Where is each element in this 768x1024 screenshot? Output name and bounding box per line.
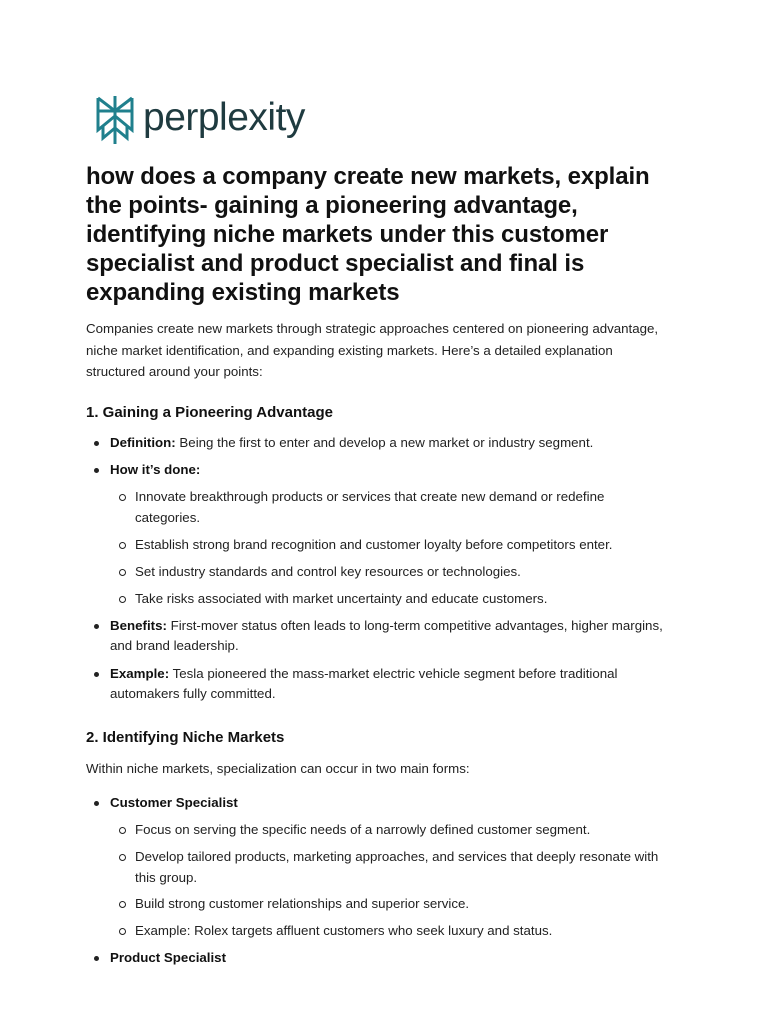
- list-item-benefits: [110, 616, 670, 656]
- example-text: Tesla pioneered the mass-market electric vehicle segment before traditional automakers fully committed.: [110, 666, 618, 701]
- list-item-how: [110, 460, 670, 480]
- list-item-product-specialist: [110, 948, 670, 968]
- section-2-intro: Within niche markets, specialization can occur in two main forms:: [86, 761, 470, 776]
- benefits-label: Benefits:: [110, 618, 167, 633]
- section-1-heading: 1. Gaining a Pioneering Advantage: [86, 404, 333, 421]
- list-item: Focus on serving the specific needs of a narrowly defined customer segment.: [135, 820, 670, 841]
- list-item-customer-specialist: [110, 793, 670, 813]
- list-item-example: [110, 664, 670, 704]
- intro-paragraph: Companies create new markets through strategic approaches centered on pioneering advantage, niche market identification, and expanding existing markets. Here’s a detailed explanation structured around your points:: [86, 321, 659, 379]
- definition-label: Definition:: [110, 435, 176, 450]
- perplexity-logo-icon: [94, 94, 136, 146]
- list-item: Take risks associated with market uncertainty and educate customers.: [135, 589, 670, 610]
- perplexity-logo: [94, 94, 305, 146]
- how-label: How it’s done:: [110, 462, 201, 477]
- page-title: how does a company create new markets, explain the points- gaining a pioneering advantage, identifying niche markets under this customer specialist and product specialist and final is expanding existing markets: [86, 163, 650, 306]
- list-item: Example: Rolex targets affluent customers who seek luxury and status.: [135, 921, 670, 942]
- brand-name: perplexity: [143, 95, 305, 139]
- section-2-heading: 2. Identifying Niche Markets: [86, 729, 285, 746]
- definition-text: Being the first to enter and develop a new market or industry segment.: [175, 435, 594, 450]
- customer-specialist-label: Customer Specialist: [110, 795, 238, 810]
- list-item: Develop tailored products, marketing approaches, and services that deeply resonate with this group.: [135, 847, 670, 888]
- list-item: Set industry standards and control key resources or technologies.: [135, 562, 670, 583]
- list-item-definition: [110, 433, 670, 453]
- benefits-text: First-mover status often leads to long-term competitive advantages, higher margins, and brand leadership.: [110, 618, 663, 653]
- product-specialist-label: Product Specialist: [110, 950, 227, 965]
- list-item: Innovate breakthrough products or services that create new demand or redefine categories.: [135, 487, 670, 528]
- list-item: Build strong customer relationships and superior service.: [135, 894, 670, 915]
- list-item: Establish strong brand recognition and customer loyalty before competitors enter.: [135, 535, 670, 556]
- example-label: Example:: [110, 666, 170, 681]
